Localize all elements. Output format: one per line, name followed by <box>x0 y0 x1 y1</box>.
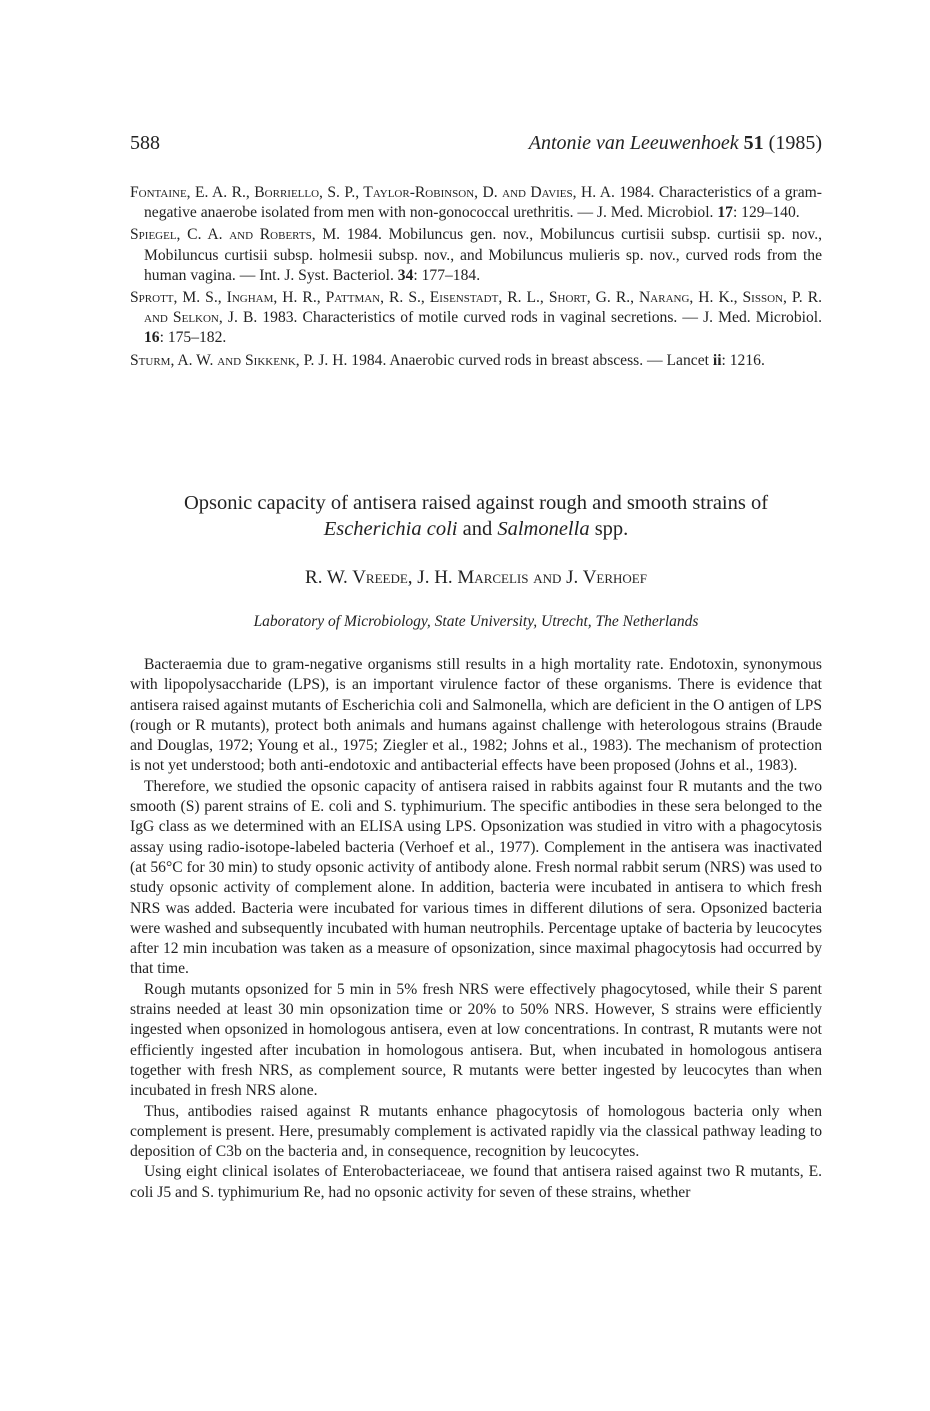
reference-pages: : 129–140. <box>732 204 800 222</box>
article-authors: R. W. Vreede, J. H. Marcelis and J. Verhoef <box>305 567 647 588</box>
title-line-1: Opsonic capacity of antisera raised against rough and smooth strains of <box>183 492 769 514</box>
body-paragraph: Using eight clinical isolates of Enterobacteriaceae, we found that antisera raised against two R mutants, E. coli J5 and S. typhimurium Re, had no opsonic activity for seven of these strains, whether <box>130 1163 822 1201</box>
reference-volume: 16 <box>144 329 160 347</box>
reference-authors: Sprott, M. S., Ingham, H. R., Pattman, R. S., Eisenstadt, R. L., Short, G. R., Narang, H. K., Sisson, P. R. and Selkon, J. B. <box>130 289 822 327</box>
reference-text: 1984. Mobiluncus gen. nov., Mobiluncus curtisii subsp. curtisii sp. nov., Mobiluncus curtisii subsp. holmesii subsp. nov., and Mobiluncus mulieris sp. nov., curved rods from the human vagina. — Int. J. Syst. Bacteriol. <box>144 226 823 284</box>
article-affiliation: Laboratory of Microbiology, State University, Utrecht, The Netherlands <box>253 613 699 630</box>
body-paragraph: Bacteraemia due to gram-negative organisms still results in a high mortality rate. Endotoxin, synonymous with lipopolysaccharide (LPS), is an important virulence factor of these organisms. There is evidence that antisera raised against mutants of Escherichia coli and Salmonella, which are deficient in the O antigen of LPS (rough or R mutants), protect both animals and humans against challenge with heterologous strains (Braude and Douglas, 1972; Young et al., 1975; Ziegler et al., 1982; Johns et al., 1983). The mechanism of protection is not yet understood; both anti-endotoxic and antibacterial effects have been proposed (Johns et al., 1983). <box>130 656 822 775</box>
reference-item <box>130 225 822 286</box>
journal-name: Antonie van Leeuwenhoek <box>528 132 739 154</box>
reference-authors: Spiegel, C. A. and Roberts, M. <box>130 226 341 244</box>
article-title <box>130 490 822 542</box>
reference-item <box>130 288 822 349</box>
reference-volume: 17 <box>717 204 733 222</box>
journal-year: (1985) <box>768 132 822 154</box>
reference-text: 1983. Characteristics of motile curved rods in vaginal secretions. — J. Med. Microbiol. <box>257 309 823 327</box>
body-paragraph: Thus, antibodies raised against R mutants enhance phagocytosis of homologous bacteria only when complement is present. Here, presumably complement is activated rapidly via the classical pathway leading to deposition of C3b on the bacteria and, in consequence, recognition by leucocytes. <box>130 1102 822 1161</box>
title-organism-1: Escherichia coli <box>323 518 458 540</box>
reference-pages: : 177–184. <box>413 266 481 284</box>
reference-list <box>130 183 822 373</box>
reference-text: 1984. Anaerobic curved rods in breast abscess. — Lancet <box>347 351 713 369</box>
reference-item <box>130 351 822 371</box>
title-spp: spp. <box>589 518 629 540</box>
title-organism-2: Salmonella <box>497 518 590 540</box>
journal-volume: 51 <box>743 132 764 154</box>
page-number: 588 <box>130 132 160 154</box>
body-paragraph: Therefore, we studied the opsonic capacity of antisera raised in rabbits against four R mutants and the two smooth (S) parent strains of E. coli and S. typhimurium. The specific antibodies in these sera belonged to the IgG class as we determined with an ELISA using LPS. Opsonization was studied in vitro with a phagocytosis assay using radio-isotope-labeled bacteria (Verhoef et al., 1977). Complement in the antisera was inactivated (at 56°C for 30 min) to study opsonic activity of antibody alone. Fresh normal rabbit serum (NRS) was used to study opsonic activity of complement alone. In addition, bacteria were incubated in antisera to which fresh NRS was added. Bacteria were incubated for various times in different dilutions of sera. Opsonized bacteria were washed and subsequently incubated with human neutrophils. Percentage uptake of bacteria by leucocytes after 12 min incubation was taken as a measure of opsonization, since maximal phagocytosis had occurred by that time. <box>130 777 822 978</box>
journal-citation <box>529 130 822 156</box>
reference-item <box>130 183 822 223</box>
reference-text: 1984. Characteristics of a gram-negative anaerobe isolated from men with non-gonococcal urethritis. — J. Med. Microbiol. <box>144 184 822 222</box>
reference-pages: : 175–182. <box>159 329 227 347</box>
body-paragraph: Rough mutants opsonized for 5 min in 5% fresh NRS were effectively phagocytosed, while their S parent strains needed at least 30 min opsonization time or 20% to 50% NRS. However, S strains were efficiently ingested when opsonized in homologous antisera, even at low concentrations. In contrast, R mutants were not efficiently ingested after incubation in homologous antisera. But, when incubated in homologous antisera together with fresh NRS, as complement source, R mutants were better ingested by leucocytes than when incubated in fresh NRS alone. <box>130 980 822 1100</box>
reference-authors: Fontaine, E. A. R., Borriello, S. P., Taylor-Robinson, D. and Davies, H. A. <box>130 184 615 201</box>
article-body <box>130 655 822 1203</box>
reference-volume: ii <box>712 351 722 369</box>
title-and: and <box>457 518 498 540</box>
running-header <box>130 130 822 156</box>
reference-authors: Sturm, A. W. and Sikkenk, P. J. H. <box>130 351 348 369</box>
reference-volume: 34 <box>397 266 414 284</box>
reference-pages: : 1216. <box>721 351 765 369</box>
